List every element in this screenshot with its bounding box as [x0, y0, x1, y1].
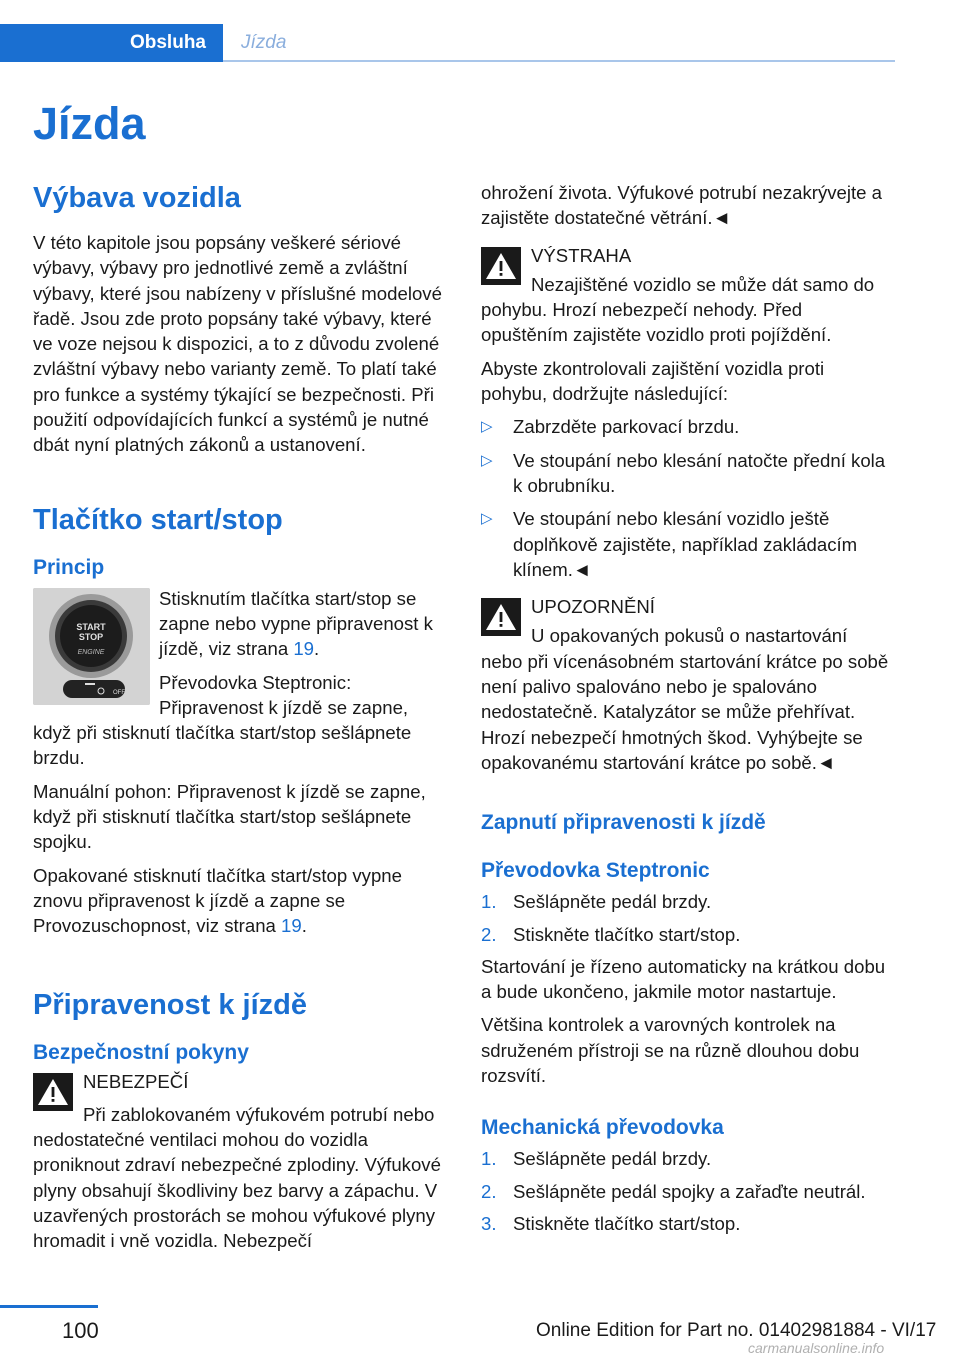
bullet-list-secure	[481, 414, 893, 582]
section-title-start-stop: Tlačítko start/stop	[33, 503, 283, 536]
paragraph-princip-1-text: Stisknutím tlačítka start/stop se zapne nebo vypne připravenost k jízdě, viz strana	[159, 587, 433, 660]
chapter-title: Jízda	[33, 98, 146, 149]
header-rule	[223, 60, 895, 62]
step-text: Sešlápněte pedál spojky a zařaďte neutrál.	[513, 1180, 866, 1202]
tab-obsluha-label: Obsluha	[129, 32, 206, 53]
list-item-text: Ve stoupání nebo klesání vozidlo ještě doplňkově zajistěte, například zakládacím klínem.◄	[513, 508, 858, 580]
subsection-title-bezpecnost: Bezpečnostní pokyny	[33, 1040, 249, 1064]
steps-mechanicka	[481, 1146, 893, 1236]
paragraph-lights: Většina kontrolek a varovných kontrolek na sdruženém přístroji se na různě dlouhou dobu rozsvítí.	[481, 1014, 860, 1087]
subsection-title-princip: Princip	[33, 555, 105, 579]
step-number: 2.	[481, 1180, 497, 1202]
warning-danger-text-cont: ohrožení života. Výfukové potrubí nezakrývejte a zajistěte dostatečné větrání.◄	[481, 182, 883, 229]
page-link-19-b[interactable]: 19	[281, 915, 302, 937]
img-label-off: OFF	[113, 689, 125, 696]
step-text: Stiskněte tlačítko start/stop.	[513, 923, 741, 945]
page-number: 100	[62, 1318, 99, 1343]
section-title-pripravenost: Připravenost k jízdě	[33, 988, 307, 1021]
list-item	[481, 506, 893, 582]
list-item	[481, 448, 893, 499]
warning-vystraha	[481, 243, 893, 348]
footer-rule	[0, 1305, 98, 1308]
subsection-title-mechanicka: Mechanická převodovka	[481, 1116, 724, 1140]
warning-vystraha-label: VÝSTRAHA	[531, 244, 632, 266]
subsection-title-steptronic: Převodovka Steptronic	[481, 859, 710, 883]
paragraph-princip-4-end: .	[301, 915, 307, 937]
steps-steptronic	[481, 889, 893, 947]
list-item-text: Ve stoupání nebo klesání natočte přední kola k obrubníku.	[513, 449, 886, 496]
paragraph-check: Abyste zkontrolovali zajištění vozidla proti pohybu, dodržujte následující:	[481, 357, 825, 405]
right-column	[481, 180, 893, 1236]
warning-danger	[33, 1069, 445, 1254]
step-text: Sešlápněte pedál brzdy.	[513, 891, 712, 913]
paragraph-princip-3: Manuální pohon: Připravenost k jízdě se zapne, když při stisknutí tlačítka start/stop sešlápnete spojku.	[33, 780, 426, 853]
paragraph-princip-4	[33, 863, 445, 939]
header-tabs	[0, 24, 895, 62]
img-label-engine: ENGINE	[77, 648, 105, 656]
paragraph-vybava: V této kapitole jsou popsány veškeré sériové výbavy, výbavy pro jednotlivé země a zvláštní výbavy, které jsou nabízeny v příslušné modelové řadě. Jsou zde proto popsány také výbavy, které ve voze nejsou k dispozici, a to z důvodu zvolené zvláštní výbavy nebo varianty země. To platí také pro funkce a systémy týkající se bezpečnosti. Při použití odpovídajících funkcí a systémů je nutné dbát nyní platných zákonů a ustanovení.	[33, 232, 442, 456]
step-number: 1.	[481, 891, 497, 913]
paragraph-princip-4-text: Opakované stisknutí tlačítka start/stop vypne znovu připravenost k jízdě a zapne se Provozuschopnost, viz strana	[33, 864, 402, 937]
warning-triangle-icon	[481, 598, 521, 636]
step-text: Sešlápněte pedál brzdy.	[513, 1148, 712, 1170]
warning-triangle-icon	[481, 247, 521, 285]
list-item	[481, 1211, 893, 1236]
start-stop-button-image	[33, 588, 150, 705]
step-number: 2.	[481, 923, 497, 945]
edition-info: Online Edition for Part no. 01402981884 - VI/17	[536, 1320, 937, 1341]
warning-danger-label: NEBEZPEČÍ	[83, 1070, 189, 1092]
warning-danger-text: Při zablokovaném výfukovém potrubí nebo nedostatečné ventilaci mohou do vozidla proniknout zdraví nebezpečné zplodiny. Výfukové plyny obsahují škodliviny bez barvy a zápachu. V uzavřených prostorách se mohou výfukové plyny hromadit i vně vozidla. Nebezpečí	[33, 1103, 441, 1252]
list-item	[481, 1179, 893, 1204]
triangle-bullet-icon: ▷	[481, 510, 493, 528]
list-item-text: Zabrzděte parkovací brzdu.	[513, 416, 740, 438]
paragraph-princip-1-end: .	[314, 638, 320, 660]
list-item	[481, 922, 893, 947]
list-item	[481, 414, 893, 439]
step-text: Stiskněte tlačítko start/stop.	[513, 1212, 741, 1234]
watermark: carmanualsonline.info	[748, 1340, 885, 1356]
paragraph-start-auto: Startování je řízeno automaticky na krátkou dobu a bude ukončeno, jakmile motor nastartuje.	[481, 955, 886, 1003]
triangle-bullet-icon: ▷	[481, 451, 493, 469]
section-title-vybava: Výbava vozidla	[33, 182, 241, 214]
triangle-bullet-icon: ▷	[481, 418, 493, 436]
tab-obsluha[interactable]	[0, 24, 223, 62]
img-label-stop: STOP	[78, 631, 104, 642]
subsection-title-zapnuti: Zapnutí připravenosti k jízdě	[481, 811, 766, 835]
warning-upozorneni-text: U opakovaných pokusů o nastartování nebo při vícenásobném startování krátce po sobě není palivo spalováno nebo je spalováno nedostatečně. Katalyzátor se může přehřívat. Hrozí nebezpečí hmotných škod. Vyhýbejte se opakovanému startování krátce po sobě.◄	[481, 625, 889, 773]
tab-jizda[interactable]: Jízda	[241, 32, 287, 53]
img-label-start: START	[76, 621, 106, 632]
warning-upozorneni-label: UPOZORNĚNÍ	[531, 596, 655, 618]
warning-triangle-icon	[33, 1073, 73, 1111]
paragraph-princip-2: Převodovka Steptronic: Připravenost k jízdě se zapne, když při stisknutí tlačítka start/stop sešlápnete brzdu.	[33, 671, 412, 769]
list-item	[481, 1146, 893, 1171]
page-link-19[interactable]: 19	[293, 638, 315, 660]
left-column	[33, 180, 445, 1254]
step-number: 1.	[481, 1148, 497, 1170]
step-number: 3.	[481, 1212, 497, 1234]
warning-vystraha-text: Nezajištěné vozidlo se může dát samo do pohybu. Hrozí nebezpečí nehody. Před opuštěním zajistěte vozidlo proti pojíždění.	[481, 273, 875, 346]
list-item	[481, 889, 893, 914]
warning-upozorneni	[481, 594, 893, 775]
